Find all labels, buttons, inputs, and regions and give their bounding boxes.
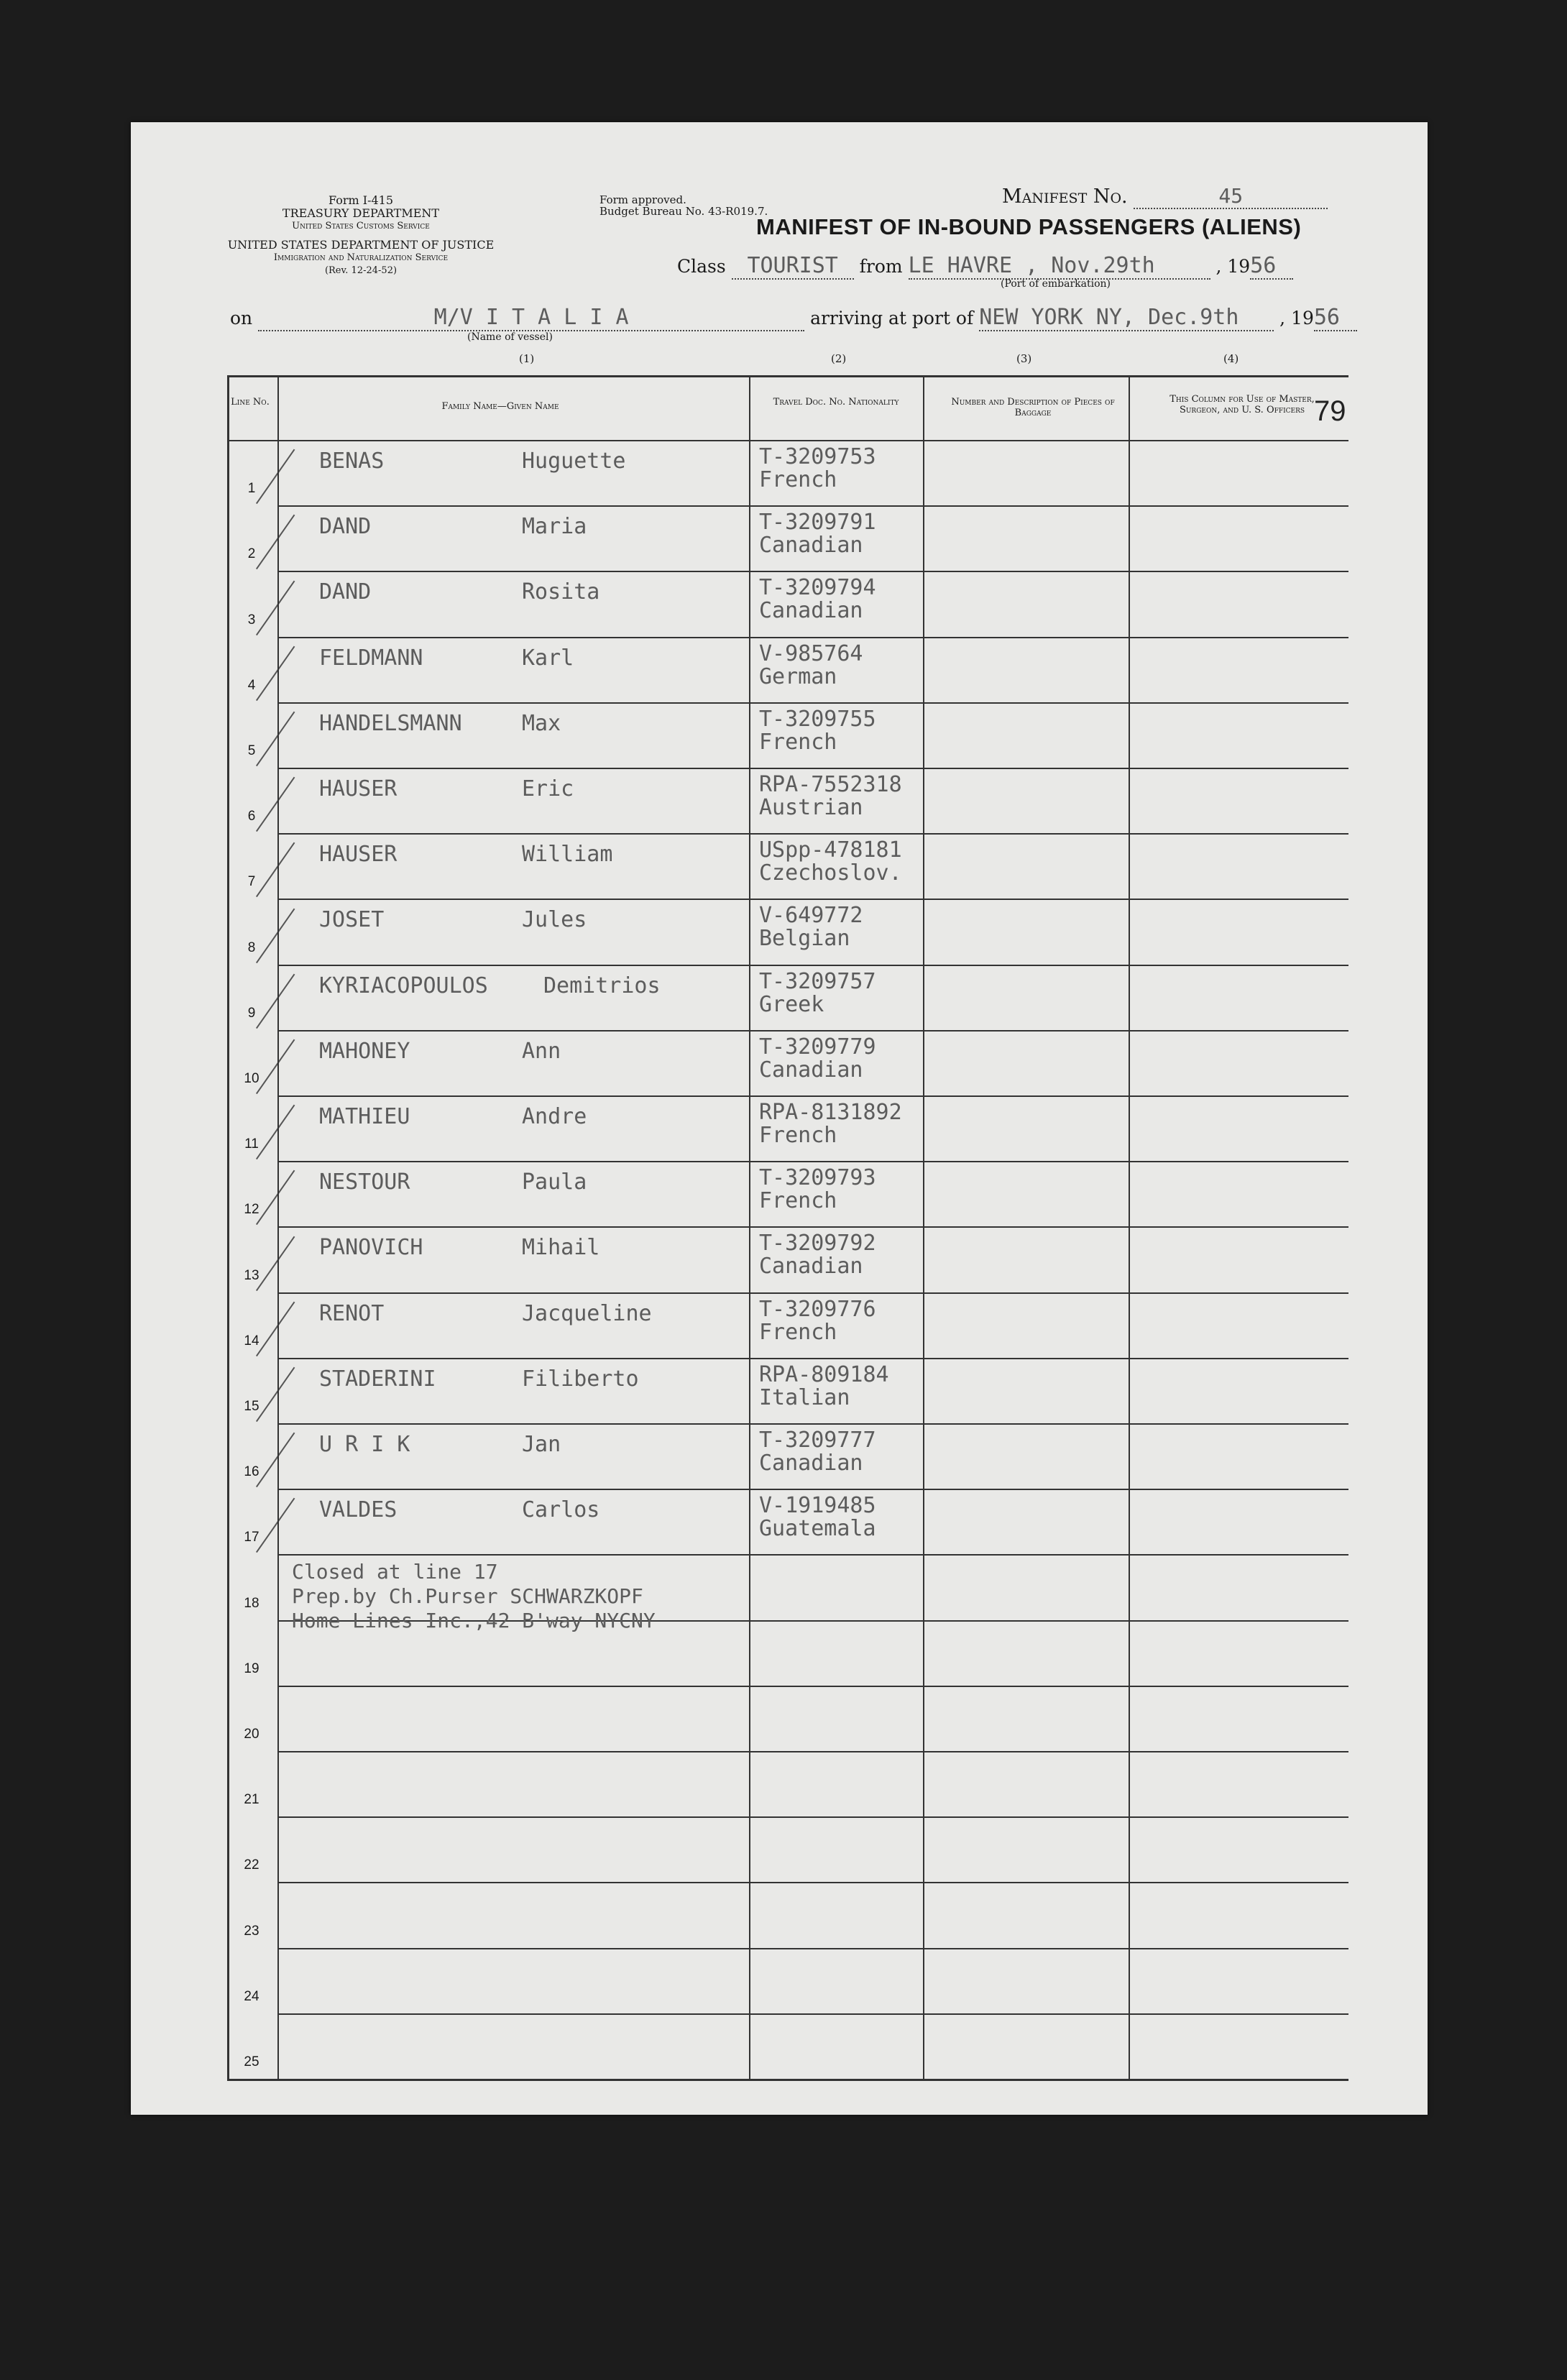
line-number: 4 xyxy=(247,677,256,693)
travel-doc-cell xyxy=(759,1494,876,1540)
nationality: Italian xyxy=(759,1384,850,1410)
travel-doc-number: T-3209753 xyxy=(759,444,876,469)
passenger-table xyxy=(227,375,1348,2086)
row-rule xyxy=(277,1816,1348,1818)
manifest-number-row xyxy=(1002,184,1328,209)
row-rule xyxy=(277,1686,1348,1687)
travel-doc-cell xyxy=(759,904,863,950)
check-mark xyxy=(256,1367,295,1423)
check-mark xyxy=(256,1301,295,1356)
closing-note xyxy=(292,1560,656,1633)
nationality: Canadian xyxy=(759,1057,863,1083)
given-name: Ann xyxy=(522,1038,561,1064)
header-travel-doc: Travel Doc. No. Nationality xyxy=(773,397,899,408)
on-label: on xyxy=(230,308,253,328)
nationality: German xyxy=(759,663,837,689)
check-mark xyxy=(256,449,295,505)
arriving-label: arriving at port of xyxy=(810,308,974,328)
line-number: 11 xyxy=(244,1136,259,1152)
embarkation-caption: (Port of embarkation) xyxy=(1001,278,1111,290)
travel-doc-number: RPA-809184 xyxy=(759,1361,889,1387)
travel-doc-cell xyxy=(759,446,876,492)
from-label: from xyxy=(859,256,903,277)
nationality: Canadian xyxy=(759,1254,863,1279)
row-rule xyxy=(277,702,1348,704)
row-rule xyxy=(277,833,1348,835)
row-rule xyxy=(277,1161,1348,1162)
given-name: Jules xyxy=(522,907,587,933)
travel-doc-cell xyxy=(759,576,876,622)
row-rule xyxy=(277,1751,1348,1752)
travel-doc-number: V-985764 xyxy=(759,640,863,666)
check-mark xyxy=(256,515,295,570)
given-name: Huguette xyxy=(522,449,626,474)
row-rule xyxy=(277,768,1348,769)
nationality: Czechoslov. xyxy=(759,860,902,886)
check-mark xyxy=(256,580,295,635)
manifest-label: Manifest No. xyxy=(1002,185,1128,208)
column-number-4: (4) xyxy=(1223,352,1239,365)
travel-doc-number: V-1919485 xyxy=(759,1493,876,1519)
given-name: Karl xyxy=(522,645,574,671)
travel-doc-number: RPA-7552318 xyxy=(759,772,902,797)
row-rule xyxy=(277,1423,1348,1425)
nationality: Canadian xyxy=(759,1451,863,1476)
line-number: 14 xyxy=(244,1333,259,1348)
nationality: Belgian xyxy=(759,926,850,952)
header-officers: This Column for Use of Master, Surgeon, and U. S. Officers xyxy=(1169,394,1315,415)
check-mark xyxy=(256,1170,295,1226)
row-rule xyxy=(277,637,1348,638)
line-number: 1 xyxy=(247,481,256,497)
budget-label: Budget Bureau No. 43-R019.7. xyxy=(599,205,768,218)
approval-block xyxy=(599,194,768,217)
manifest-number: 45 xyxy=(1134,184,1328,209)
travel-doc-cell xyxy=(759,773,902,819)
family-name: U R I K xyxy=(319,1432,410,1457)
given-name: Andre xyxy=(522,1104,587,1129)
travel-doc-number: T-3209794 xyxy=(759,575,876,601)
arrive-year-label: , 19 xyxy=(1279,308,1314,328)
table-top-rule xyxy=(227,375,1348,377)
family-name: HAUSER xyxy=(319,842,398,868)
family-name: HANDELSMANN xyxy=(319,710,462,736)
line-number: 13 xyxy=(244,1267,259,1283)
nationality: Greek xyxy=(759,991,824,1017)
given-name: Eric xyxy=(522,776,574,801)
line-number: 23 xyxy=(244,1923,259,1939)
nationality: Austrian xyxy=(759,795,863,820)
line-number: 25 xyxy=(244,2054,259,2069)
revision-label: (Rev. 12-24-52) xyxy=(324,265,398,276)
nationality: French xyxy=(759,1123,837,1148)
family-name: DAND xyxy=(319,579,372,605)
travel-doc-cell xyxy=(759,970,876,1016)
given-name: Carlos xyxy=(522,1497,600,1523)
nationality: Guatemala xyxy=(759,1516,876,1542)
row-rule xyxy=(277,1554,1348,1556)
column-rule xyxy=(227,375,229,2079)
immigration-label: Immigration and Naturalization Service xyxy=(273,252,449,263)
check-mark xyxy=(256,1236,295,1291)
year-value: 56 xyxy=(1250,253,1293,280)
closing-line: Closed at line 17 xyxy=(292,1560,498,1584)
family-name: DAND xyxy=(319,514,372,540)
nationality: French xyxy=(759,1319,837,1345)
page-title: MANIFEST OF IN-BOUND PASSENGERS (ALIENS) xyxy=(756,214,1302,239)
travel-doc-number: T-3209755 xyxy=(759,706,876,732)
header-line-no: Line No. xyxy=(231,397,270,408)
row-rule xyxy=(277,1489,1348,1490)
family-name: KYRIACOPOULOS xyxy=(319,973,488,998)
line-number: 16 xyxy=(244,1464,259,1480)
line-number: 15 xyxy=(244,1399,259,1414)
customs-label: United States Customs Service xyxy=(292,221,430,231)
family-name: PANOVICH xyxy=(319,1235,423,1261)
travel-doc-number: T-3209776 xyxy=(759,1296,876,1322)
travel-doc-cell xyxy=(759,640,863,689)
agency-header xyxy=(224,194,497,277)
check-mark xyxy=(256,777,295,832)
given-name: Demitrios xyxy=(543,973,661,998)
year-label: , 19 xyxy=(1216,256,1251,277)
line-number: 24 xyxy=(244,1988,259,2004)
family-name: HAUSER xyxy=(319,776,398,801)
travel-doc-cell xyxy=(759,1232,876,1278)
closing-line: Home Lines Inc.,42 B'way NYCNY xyxy=(292,1609,656,1633)
line-number: 19 xyxy=(244,1660,259,1676)
row-rule xyxy=(277,1095,1348,1097)
line-number: 20 xyxy=(244,1727,259,1742)
line-number: 2 xyxy=(247,546,256,562)
embarkation-value: LE HAVRE , Nov.29th xyxy=(909,253,1210,280)
check-mark xyxy=(256,712,295,767)
given-name: Mihail xyxy=(522,1235,600,1261)
nationality: Canadian xyxy=(759,533,863,559)
check-mark xyxy=(256,1105,295,1160)
row-rule xyxy=(277,1882,1348,1883)
row-rule xyxy=(277,899,1348,900)
arrival-port: NEW YORK NY, Dec.9th xyxy=(979,305,1274,331)
travel-doc-number: V-649772 xyxy=(759,903,863,929)
class-row xyxy=(677,253,1293,280)
family-name: VALDES xyxy=(319,1497,398,1523)
line-number: 18 xyxy=(244,1595,259,1611)
row-rule xyxy=(277,965,1348,966)
travel-doc-cell xyxy=(759,1167,876,1213)
nationality: French xyxy=(759,729,837,755)
travel-doc-cell xyxy=(759,1361,889,1410)
check-mark xyxy=(256,1039,295,1095)
family-name: JOSET xyxy=(319,907,385,933)
travel-doc-number: T-3209777 xyxy=(759,1428,876,1453)
row-rule xyxy=(277,1358,1348,1359)
line-number: 3 xyxy=(247,612,256,628)
line-number: 10 xyxy=(244,1071,259,1086)
family-name: FELDMANN xyxy=(319,645,423,671)
check-mark xyxy=(256,908,295,963)
class-label: Class xyxy=(677,256,726,277)
row-rule xyxy=(277,1226,1348,1228)
row-rule xyxy=(277,571,1348,572)
row-rule xyxy=(277,2013,1348,2015)
travel-doc-number: T-3209793 xyxy=(759,1165,876,1191)
travel-doc-number: T-3209779 xyxy=(759,1034,876,1060)
nationality: French xyxy=(759,1188,837,1214)
column-number-3: (3) xyxy=(1016,352,1032,365)
line-number: 22 xyxy=(244,1857,259,1873)
family-name: MAHONEY xyxy=(319,1038,410,1064)
class-value: TOURIST xyxy=(732,253,854,280)
check-mark xyxy=(256,1433,295,1488)
vessel-caption: (Name of vessel) xyxy=(467,331,553,343)
vessel-row xyxy=(230,305,1357,331)
column-number-2: (2) xyxy=(831,352,847,365)
row-rule xyxy=(277,1030,1348,1032)
line-number: 9 xyxy=(247,1005,256,1021)
family-name: RENOT xyxy=(319,1300,385,1326)
row-rule xyxy=(277,505,1348,507)
travel-doc-number: T-3209791 xyxy=(759,510,876,536)
travel-doc-cell xyxy=(759,1429,876,1475)
manifest-page xyxy=(131,122,1428,2115)
line-number: 5 xyxy=(247,743,256,758)
travel-doc-number: RPA-8131892 xyxy=(759,1100,902,1125)
given-name: William xyxy=(522,842,613,868)
check-mark xyxy=(256,645,295,701)
travel-doc-cell xyxy=(759,839,902,885)
row-rule xyxy=(277,1292,1348,1294)
check-mark xyxy=(256,973,295,1029)
travel-doc-cell xyxy=(759,511,876,557)
family-name: STADERINI xyxy=(319,1366,436,1392)
check-mark xyxy=(256,1498,295,1553)
header-baggage: Number and Description of Pieces of Baggage xyxy=(951,397,1115,418)
page-number: 79 xyxy=(1314,395,1346,427)
given-name: Jacqueline xyxy=(522,1300,652,1326)
closing-line: Prep.by Ch.Purser SCHWARZKOPF xyxy=(292,1584,643,1609)
treasury-label: TREASURY DEPARTMENT xyxy=(282,206,440,220)
travel-doc-cell xyxy=(759,1298,876,1344)
given-name: Max xyxy=(522,710,561,736)
header-name: Family Name—Given Name xyxy=(441,401,559,412)
line-number: 7 xyxy=(247,874,256,890)
family-name: BENAS xyxy=(319,449,385,474)
given-name: Filiberto xyxy=(522,1366,639,1392)
form-number: Form I-415 xyxy=(328,193,394,207)
travel-doc-number: T-3209792 xyxy=(759,1231,876,1256)
header-rule xyxy=(227,440,1348,441)
check-mark xyxy=(256,842,295,898)
travel-doc-cell xyxy=(759,1036,876,1082)
travel-doc-cell xyxy=(759,708,876,754)
approved-label: Form approved. xyxy=(599,193,686,206)
line-number: 21 xyxy=(244,1792,259,1808)
given-name: Jan xyxy=(522,1432,561,1457)
row-rule xyxy=(277,1948,1348,1949)
justice-label: UNITED STATES DEPARTMENT OF JUSTICE xyxy=(227,238,495,252)
travel-doc-cell xyxy=(759,1101,902,1147)
nationality: French xyxy=(759,467,837,492)
family-name: MATHIEU xyxy=(319,1104,410,1129)
vessel-name: M/V I T A L I A xyxy=(258,305,804,331)
row-rule xyxy=(277,2079,1348,2080)
arrive-year-value: 56 xyxy=(1314,305,1357,331)
travel-doc-number: T-3209757 xyxy=(759,968,876,994)
line-number: 12 xyxy=(244,1202,259,1218)
line-number: 17 xyxy=(244,1530,259,1545)
family-name: NESTOUR xyxy=(319,1170,410,1195)
given-name: Maria xyxy=(522,514,587,540)
given-name: Rosita xyxy=(522,579,600,605)
line-number: 8 xyxy=(247,939,256,955)
given-name: Paula xyxy=(522,1170,587,1195)
travel-doc-number: USpp-478181 xyxy=(759,837,902,863)
column-number-1: (1) xyxy=(519,352,535,365)
nationality: Canadian xyxy=(759,598,863,624)
line-number: 6 xyxy=(247,809,256,824)
